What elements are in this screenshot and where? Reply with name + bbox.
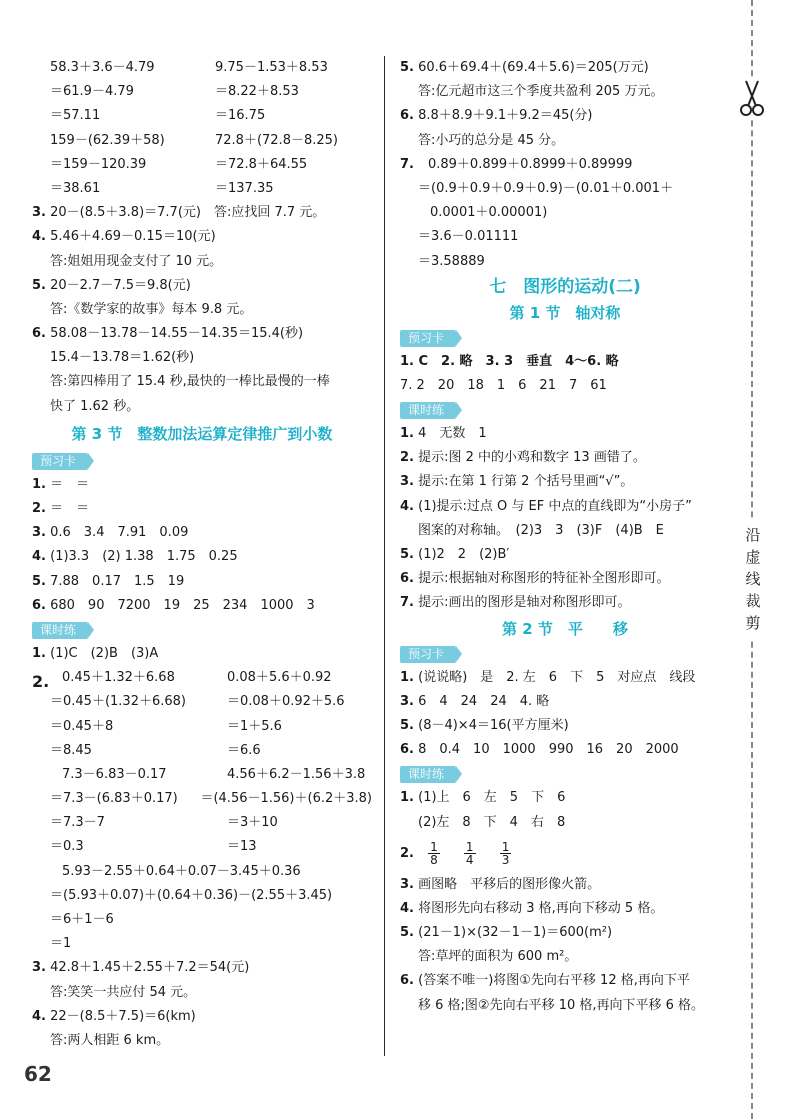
calc-line: ＝1 (50, 936, 72, 952)
calc-row: ＝7.3－(6.83＋0.17) ＝(4.56－1.56)＋(6.2＋3.8) (50, 791, 372, 807)
answer-line: 快了 1.62 秒。 (50, 398, 140, 414)
keshi-label: 课时练 (32, 622, 88, 639)
calc-row: 0.45＋1.32＋6.68 0.08＋5.6＋0.92 (62, 670, 332, 686)
answer-line: 6. 提示:根据轴对称图形的特征补全图形即可。 (400, 571, 670, 587)
section-title: 第 2 节 平 移 (502, 619, 628, 638)
answer-line: 6. 58.08－13.78－14.55－14.35＝15.4(秒) (32, 326, 304, 342)
yuxi-label: 预习卡 (32, 453, 88, 470)
answer-line: 6. 680 90 7200 19 25 234 1000 3 (32, 597, 315, 613)
calc-row: ＝159－120.39 ＝72.8＋64.55 (50, 156, 308, 172)
answer-line: 3. 42.8＋1.45＋2.55＋7.2＝54(元) (32, 960, 250, 976)
answer-line: 5. 60.6＋69.4＋(69.4＋5.6)＝205(万元) (400, 60, 649, 75)
label-row (400, 642, 730, 666)
left-column (32, 56, 372, 1053)
label-row (400, 398, 730, 422)
answer-line: 4. 22－(8.5＋7.5)＝6(km) (32, 1008, 196, 1024)
yuxi-label: 预习卡 (400, 646, 456, 663)
answer-line: 7. 0.89＋0.899＋0.8999＋0.89999 (400, 156, 633, 172)
page-number: 62 (24, 1062, 52, 1086)
section-title: 第 1 节 轴对称 (509, 303, 621, 322)
label-row (32, 618, 372, 642)
answer-line: 答:《数学家的故事》每本 9.8 元。 (50, 301, 253, 317)
answer-line: 答:草坪的面积为 600 m²。 (418, 949, 578, 965)
answer-line: 6. (答案不唯一)将图①先向右平移 12 格,再向下平 (400, 973, 690, 989)
answer-line: 7. 2 20 18 1 6 21 7 61 (400, 377, 607, 393)
calc-row: ＝57.11 ＝16.75 (50, 108, 266, 124)
answer-line: 15.4－13.78＝1.62(秒) (50, 350, 195, 366)
answer-line: 答:第四棒用了 15.4 秒,最快的一棒比最慢的一棒 (50, 374, 330, 390)
answer-line: 1. C 2. 略 3. 3 垂直 4～6. 略 (400, 353, 619, 369)
answer-line: 1. (说说略) 是 2. 左 6 下 5 对应点 线段 (400, 669, 696, 685)
calc-row: ＝38.61 ＝137.35 (50, 180, 274, 196)
answer-line: 4. (1)3.3 (2) 1.38 1.75 0.25 (32, 549, 238, 565)
answer-line: 3. 20－(8.5＋3.8)＝7.7(元) 答:应找回 7.7 元。 (32, 205, 326, 221)
answer-line: 6. 8.8＋8.9＋9.1＋9.2＝45(分) (400, 108, 593, 124)
column-divider (384, 56, 385, 1056)
scissors-icon (738, 78, 766, 118)
keshi-label: 课时练 (400, 402, 456, 419)
answer-line: 0.0001＋0.00001) (430, 205, 548, 221)
calc-row: ＝0.45＋8 ＝1＋5.6 (50, 718, 282, 734)
answer-line: 答:姐姐用现金支付了 10 元。 (50, 253, 223, 269)
calc-row: 58.3＋3.6－4.79 9.75－1.53＋8.53 (50, 60, 328, 75)
calc-row: ＝0.3 ＝13 (50, 839, 257, 855)
answer-line: 3. 画图略 平移后的图形像火箭。 (400, 876, 601, 892)
answer-line: 5. 7.88 0.17 1.5 19 (32, 573, 185, 589)
calc-row: 7.3－6.83－0.17 4.56＋6.2－1.56＋3.8 (62, 766, 366, 782)
answer-line: 3. 提示:在第 1 行第 2 个括号里画“√”。 (400, 474, 634, 490)
answer-line: 2. 提示:图 2 中的小鸡和数字 13 画错了。 (400, 450, 646, 466)
label-row (400, 326, 730, 350)
answer-line: ＝(0.9＋0.9＋0.9＋0.9)－(0.01＋0.001＋ (418, 180, 674, 196)
calc-row: ＝0.45＋(1.32＋6.68) ＝0.08＋0.92＋5.6 (50, 694, 345, 710)
cut-instruction: 沿虚线裁剪 (742, 520, 764, 638)
answer-line: 3. 6 4 24 24 4. 略 (400, 693, 550, 709)
answer-line: 1. (1)上 6 左 5 下 6 (400, 790, 566, 806)
answer-line: ＝3.6－0.01111 (418, 229, 519, 245)
answer-line: 7. 提示:画出的图形是轴对称图形即可。 (400, 595, 631, 611)
calc-row: 159－(62.39＋58) 72.8＋(72.8－8.25) (50, 132, 338, 148)
calc-row: ＝7.3－7 ＝3＋10 (50, 815, 278, 831)
answer-line: 答:两人相距 6 km。 (50, 1032, 170, 1048)
answer-line: (2)左 8 下 4 右 8 (418, 814, 566, 830)
calc-line: 5.93－2.55＋0.64＋0.07－3.45＋0.36 (62, 863, 301, 879)
answer-line: 5. 20－2.7－7.5＝9.8(元) (32, 277, 191, 293)
k2-calculations: 2. 0.45＋1.32＋6.68 0.08＋5.6＋0.92 ＝0.45＋(1.32＋6.68) ＝0.08＋0.92＋5.6 ＝0.45＋8 ＝1＋5.6 ＝8.45 ＝6.6 7.3－6.83－0.17 4.56＋6.2－1.56＋3.8 ＝7.3－(6.83＋0.17) ＝(4.56－1.56)＋(6.2＋3.8) ＝7.3－7 ＝3＋10 ＝0.3 ＝13 5.93－2.55＋0.64＋0.07－3.45＋0.36 ＝(5.93＋0.07)＋(0.64＋0.36)－(2.55＋3.45) ＝6＋1－6 ＝1 (32, 666, 372, 956)
answer-line: 答:笑笑一共应付 54 元。 (50, 984, 197, 1000)
fraction: $\frac{1}{3}$ (501, 839, 510, 867)
answer-line: 5. (8－4)×4＝16(平方厘米) (400, 717, 569, 733)
calc-line: ＝(5.93＋0.07)＋(0.64＋0.36)－(2.55＋3.45) (50, 887, 333, 903)
answer-line: 3. 0.6 3.4 7.91 0.09 (32, 525, 189, 541)
answer-line: ＝3.58889 (418, 253, 485, 269)
answer-line: 图案的对称轴。 (2)3 3 (3)F (4)B E (418, 522, 664, 538)
answer-line: 6. 8 0.4 10 1000 990 16 20 2000 (400, 742, 679, 758)
answer-line: 答:亿元超市这三个季度共盈利 205 万元。 (418, 84, 664, 100)
answer-line: 4. (1)提示:过点 O 与 EF 中点的直线即为“小房子” (400, 498, 692, 514)
answer-line: 4. 将图形先向右移动 3 格,再向下移动 5 格。 (400, 900, 664, 916)
answer-line: 2. ＝ ＝ (32, 501, 90, 516)
label-row (400, 762, 730, 786)
answer-line: 1. ＝ ＝ (32, 476, 90, 492)
section-title: 第 3 节 整数加法运算定律推广到小数 (71, 424, 333, 443)
answer-line: 移 6 格;图②先向右平移 10 格,再向下平移 6 格。 (418, 997, 705, 1013)
answer-line: 4. 5.46＋4.69－0.15＝10(元) (32, 229, 216, 245)
answer-line: 2. $\frac{1}{8}$ $\frac{1}{4}$ $\frac{1}{3}$ (400, 839, 510, 867)
calc-row: ＝8.45 ＝6.6 (50, 742, 261, 758)
fraction: $\frac{1}{8}$ (430, 839, 438, 867)
fraction: $\frac{1}{4}$ (465, 839, 474, 867)
chapter-title: 七 图形的运动(二) (489, 276, 641, 297)
right-column (400, 56, 730, 1018)
yuxi-label: 预习卡 (400, 330, 456, 347)
calc-line: ＝6＋1－6 (50, 912, 114, 927)
calc-row: ＝61.9－4.79 ＝8.22＋8.53 (50, 84, 299, 100)
answer-line: 5. (21－1)×(32－1－1)＝600(m²) (400, 925, 613, 941)
answer-line: 答:小巧的总分是 45 分。 (418, 132, 565, 148)
label-row (32, 449, 372, 473)
answer-line: 1. (1)C (2)B (3)A (32, 645, 159, 661)
answer-line: 5. (1)2 2 (2)B′ (400, 547, 510, 562)
keshi-label: 课时练 (400, 766, 456, 783)
q2-calculations (32, 56, 372, 201)
answer-line: 1. 4 无数 1 (400, 426, 487, 442)
